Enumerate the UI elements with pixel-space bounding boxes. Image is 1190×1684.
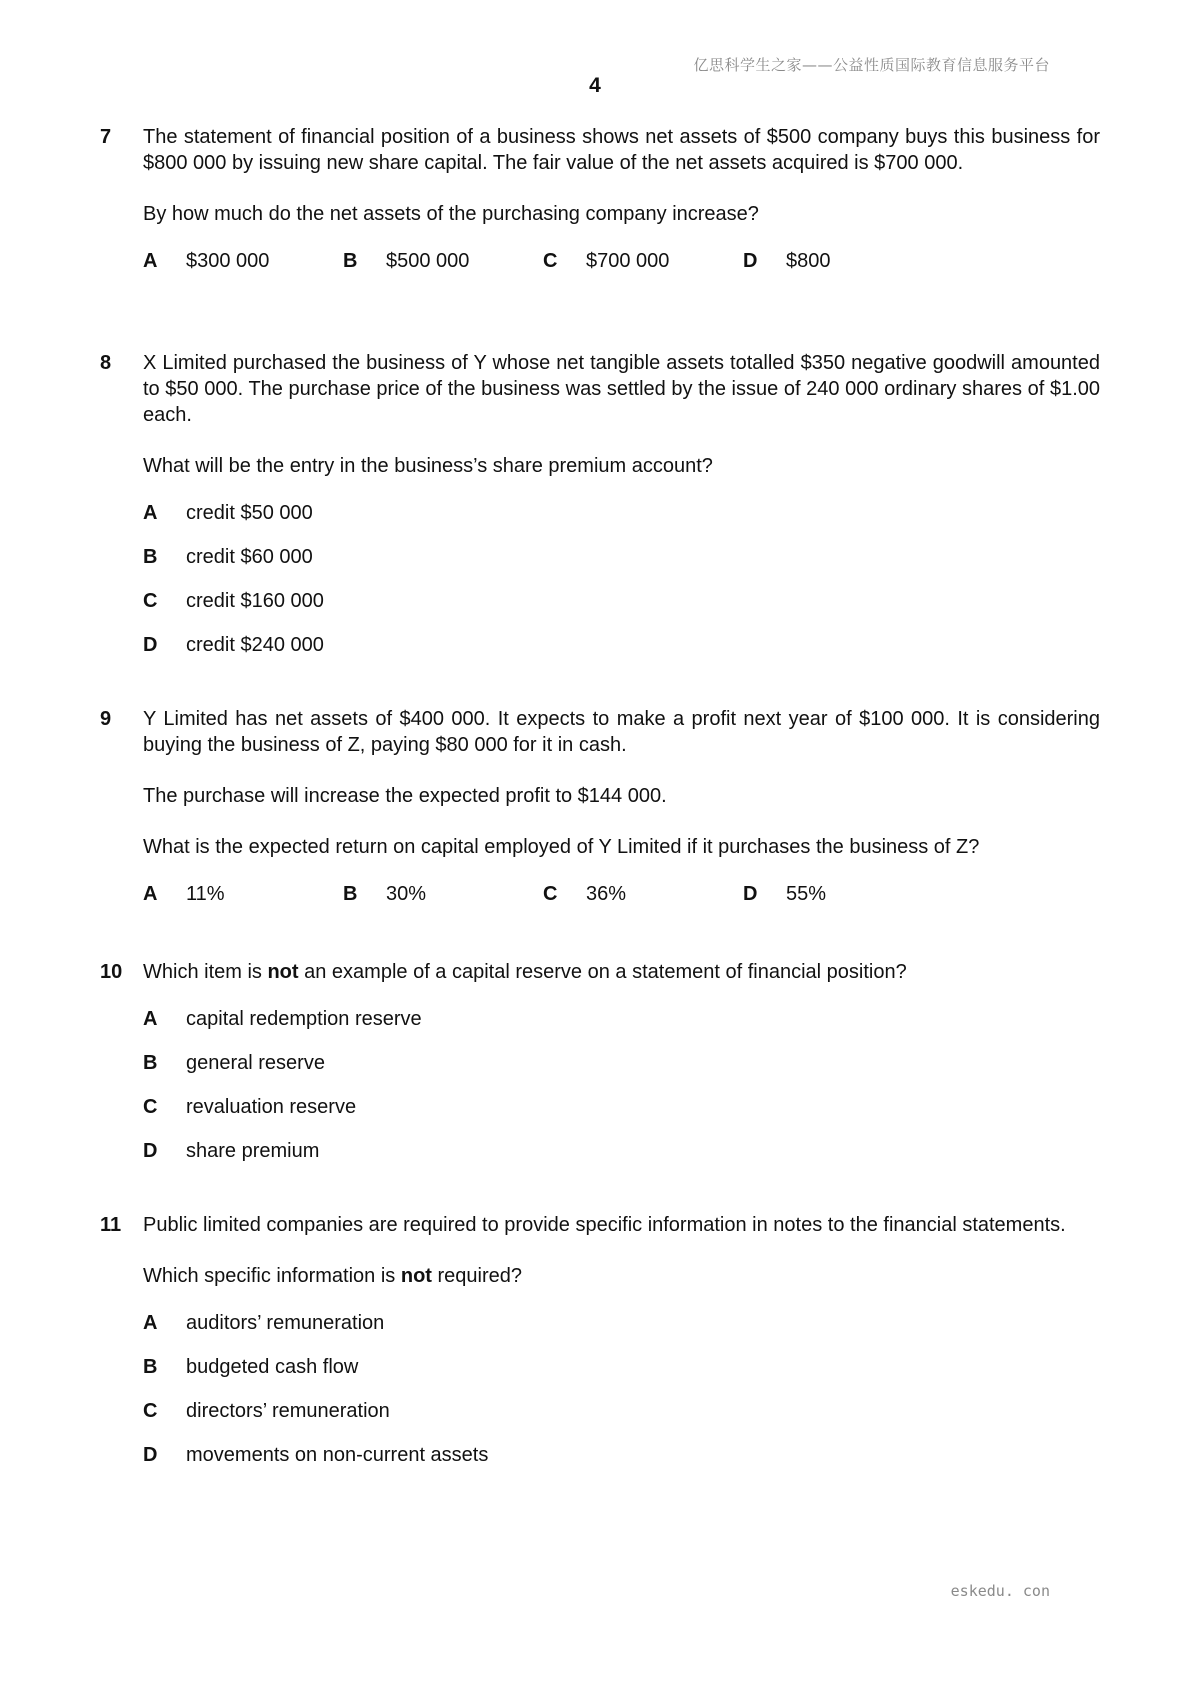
question-8 <box>100 350 1100 676</box>
question-text: X Limited purchased the business of Y whose net tangible assets totalled $350 negative goodwill amounted to $50 000. The purchase price of the business was settled by the issue of 240 000 ordinary shares of $1.00 each. <box>143 352 1100 426</box>
option-text: credit $160 000 <box>186 590 324 612</box>
option-text: directors’ remuneration <box>186 1400 390 1422</box>
option-letter: B <box>143 546 158 568</box>
question-text: Public limited companies are required to provide specific information in notes to the financial statements. <box>143 1214 1066 1236</box>
answer-options <box>143 248 1100 274</box>
page-number: 4 <box>589 74 601 97</box>
option-d[interactable] <box>143 632 1100 658</box>
question-prompt: What is the expected return on capital employed of Y Limited if it purchases the business of Z? <box>143 836 980 858</box>
option-letter: A <box>143 1312 158 1334</box>
question-text: Y Limited has net assets of $400 000. It expects to make a profit next year of $100 000. It is considering buying the business of Z, paying $80 000 for it in cash. <box>143 708 1100 756</box>
option-text: auditors’ remuneration <box>186 1312 385 1334</box>
option-letter: D <box>143 1444 158 1466</box>
answer-options <box>143 1006 1100 1164</box>
option-text: budgeted cash flow <box>186 1356 359 1378</box>
option-letter: B <box>143 1356 158 1378</box>
option-b[interactable] <box>143 1354 1100 1380</box>
option-letter: A <box>143 1008 158 1030</box>
option-c[interactable] <box>543 881 743 907</box>
header-watermark: 亿思科学生之家——公益性质国际教育信息服务平台 <box>693 56 1050 74</box>
option-letter: B <box>343 883 358 905</box>
option-d[interactable] <box>743 881 943 907</box>
question-prompt: Which specific information is not required? <box>143 1265 523 1287</box>
option-text: share premium <box>186 1140 320 1162</box>
option-letter: C <box>543 883 558 905</box>
option-letter: C <box>543 250 558 272</box>
question-11 <box>100 1212 1100 1486</box>
option-a[interactable] <box>143 248 343 274</box>
question-number: 11 <box>100 1214 122 1236</box>
option-text: 30% <box>386 883 427 905</box>
option-text: credit $240 000 <box>186 634 324 656</box>
option-letter: C <box>143 590 158 612</box>
answer-options <box>143 500 1100 658</box>
option-text: $500 000 <box>386 250 470 272</box>
option-d[interactable] <box>743 248 943 274</box>
option-c[interactable] <box>143 1398 1100 1424</box>
option-b[interactable] <box>143 544 1100 570</box>
answer-options <box>143 881 1100 907</box>
question-prompt: What will be the entry in the business’s share premium account? <box>143 455 713 477</box>
option-b[interactable] <box>343 248 543 274</box>
option-text: 11% <box>186 883 225 905</box>
option-a[interactable] <box>143 500 1100 526</box>
option-a[interactable] <box>143 1310 1100 1336</box>
option-c[interactable] <box>543 248 743 274</box>
option-text: movements on non-current assets <box>186 1444 489 1466</box>
option-text: 36% <box>586 883 627 905</box>
question-10 <box>100 959 1100 1182</box>
option-c[interactable] <box>143 1094 1100 1120</box>
option-letter: A <box>143 250 158 272</box>
question-text: Which item is not an example of a capital reserve on a statement of financial position? <box>143 961 907 983</box>
option-b[interactable] <box>343 881 543 907</box>
option-d[interactable] <box>143 1442 1100 1468</box>
option-text: credit $60 000 <box>186 546 313 568</box>
option-text: $300 000 <box>186 250 270 272</box>
emphasis-not: not <box>400 1265 432 1287</box>
question-prompt: By how much do the net assets of the purchasing company increase? <box>143 203 759 225</box>
option-letter: C <box>143 1400 158 1422</box>
question-number: 9 <box>100 708 112 730</box>
option-text: capital redemption reserve <box>186 1008 422 1030</box>
question-number: 10 <box>100 961 123 983</box>
option-text: $800 <box>786 250 831 272</box>
footer-site: eskedu. con <box>950 1582 1050 1600</box>
answer-options <box>143 1310 1100 1468</box>
option-letter: D <box>743 883 758 905</box>
option-text: revaluation reserve <box>186 1096 357 1118</box>
option-letter: C <box>143 1096 158 1118</box>
option-b[interactable] <box>143 1050 1100 1076</box>
option-letter: A <box>143 502 158 524</box>
question-number: 7 <box>100 126 112 148</box>
question-9 <box>100 706 1100 907</box>
option-letter: B <box>143 1052 158 1074</box>
option-text: credit $50 000 <box>186 502 313 524</box>
option-letter: D <box>143 1140 158 1162</box>
option-letter: B <box>343 250 358 272</box>
option-text: $700 000 <box>586 250 670 272</box>
option-d[interactable] <box>143 1138 1100 1164</box>
question-number: 8 <box>100 352 112 374</box>
question-7 <box>100 124 1100 274</box>
option-a[interactable] <box>143 881 343 907</box>
option-letter: A <box>143 883 158 905</box>
emphasis-not: not <box>267 961 299 983</box>
option-letter: D <box>743 250 758 272</box>
question-text-secondary: The purchase will increase the expected profit to $144 000. <box>143 785 667 807</box>
question-text: The statement of financial position of a business shows net assets of $500 company buys this business for $800 000 by issuing new share capital. The fair value of the net assets acquired is $700 000. <box>143 126 1100 174</box>
option-letter: D <box>143 634 158 656</box>
option-c[interactable] <box>143 588 1100 614</box>
option-a[interactable] <box>143 1006 1100 1032</box>
option-text: 55% <box>786 883 827 905</box>
option-text: general reserve <box>186 1052 325 1074</box>
